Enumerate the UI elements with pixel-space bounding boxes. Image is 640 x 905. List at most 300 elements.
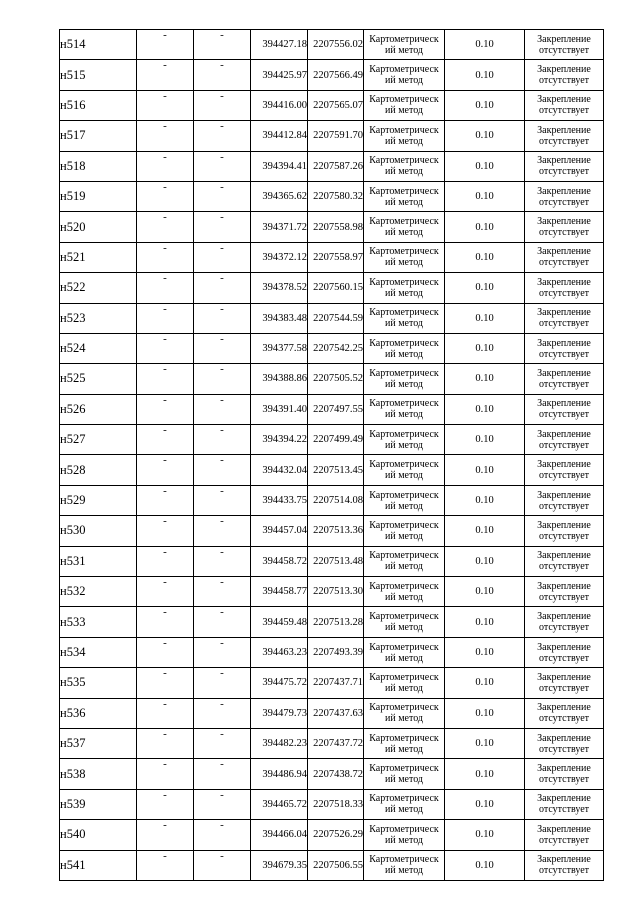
method-cell-line: ий метод (384, 348, 423, 360)
x-coordinate-cell: 394394.41 (251, 151, 308, 181)
y-coordinate-cell: 2207513.36 (308, 516, 364, 546)
fixing-cell (525, 637, 604, 667)
old-y-cell: - (194, 242, 251, 272)
old-y-cell: - (194, 607, 251, 637)
old-x-cell: - (137, 121, 194, 151)
method-cell-line: Картометрическ (369, 763, 439, 775)
point-name-cell: н541 (60, 850, 137, 880)
method-cell-line: Картометрическ (369, 276, 439, 288)
method-cell-line: Картометрическ (369, 854, 439, 866)
fixing-cell-line: отсутствует (538, 622, 590, 634)
fixing-cell-line: Закрепление (537, 307, 591, 319)
old-y-cell: - (194, 90, 251, 120)
point-name-cell: н521 (60, 242, 137, 272)
point-name-cell: н528 (60, 455, 137, 485)
method-cell-line: Картометрическ (369, 550, 439, 562)
accuracy-cell: 0.10 (445, 698, 525, 728)
fixing-cell (525, 242, 604, 272)
method-cell-line: Картометрическ (369, 732, 439, 744)
x-coordinate-cell: 394365.62 (251, 181, 308, 211)
method-cell (364, 212, 445, 242)
old-y-cell: - (194, 364, 251, 394)
old-y-cell: - (194, 728, 251, 758)
y-coordinate-cell: 2207513.30 (308, 577, 364, 607)
point-name-cell: н540 (60, 820, 137, 850)
fixing-cell (525, 698, 604, 728)
accuracy-cell: 0.10 (445, 668, 525, 698)
old-y-cell: - (194, 698, 251, 728)
fixing-cell-line: отсутствует (538, 834, 590, 846)
y-coordinate-cell: 2207437.63 (308, 698, 364, 728)
old-x-cell: - (137, 820, 194, 850)
y-coordinate-cell: 2207526.29 (308, 820, 364, 850)
old-x-cell: - (137, 759, 194, 789)
point-name-cell: н524 (60, 333, 137, 363)
method-cell-line: Картометрическ (369, 155, 439, 167)
x-coordinate-cell: 394432.04 (251, 455, 308, 485)
method-cell (364, 181, 445, 211)
fixing-cell-line: Закрепление (537, 155, 591, 167)
fixing-cell-line: отсутствует (538, 257, 590, 269)
fixing-cell-line: Закрепление (537, 550, 591, 562)
point-name-cell: н534 (60, 637, 137, 667)
fixing-cell-line: Закрепление (537, 793, 591, 805)
method-cell-line: ий метод (384, 135, 423, 147)
x-coordinate-cell: 394427.18 (251, 30, 308, 60)
fixing-cell-line: Закрепление (537, 246, 591, 258)
fixing-cell (525, 485, 604, 515)
method-cell-line: Картометрическ (369, 337, 439, 349)
accuracy-cell: 0.10 (445, 820, 525, 850)
method-cell-line: ий метод (384, 287, 423, 299)
point-name-cell: н532 (60, 577, 137, 607)
method-cell (364, 90, 445, 120)
fixing-cell-line: отсутствует (538, 774, 590, 786)
point-name-cell: н527 (60, 425, 137, 455)
method-cell (364, 485, 445, 515)
point-name-cell: н519 (60, 181, 137, 211)
table-row (60, 516, 604, 546)
table-row (60, 637, 604, 667)
fixing-cell-line: отсутствует (538, 682, 590, 694)
method-cell (364, 668, 445, 698)
x-coordinate-cell: 394457.04 (251, 516, 308, 546)
fixing-cell (525, 607, 604, 637)
x-coordinate-cell: 394459.48 (251, 607, 308, 637)
old-x-cell: - (137, 455, 194, 485)
fixing-cell (525, 212, 604, 242)
fixing-cell-line: отсутствует (538, 75, 590, 87)
accuracy-cell: 0.10 (445, 577, 525, 607)
fixing-cell-line: отсутствует (538, 561, 590, 573)
method-cell-line: ий метод (384, 561, 423, 573)
method-cell-line: Картометрическ (369, 793, 439, 805)
method-cell-line: Картометрическ (369, 823, 439, 835)
accuracy-cell: 0.10 (445, 637, 525, 667)
method-cell-line: ий метод (384, 622, 423, 634)
fixing-cell (525, 273, 604, 303)
fixing-cell-line: Закрепление (537, 337, 591, 349)
table-row (60, 789, 604, 819)
accuracy-cell: 0.10 (445, 607, 525, 637)
point-name-cell: н536 (60, 698, 137, 728)
method-cell (364, 728, 445, 758)
method-cell-line: ий метод (384, 865, 423, 877)
old-y-cell: - (194, 121, 251, 151)
method-cell-line: ий метод (384, 196, 423, 208)
fixing-cell-line: отсутствует (538, 865, 590, 877)
method-cell-line: Картометрическ (369, 489, 439, 501)
method-cell-line: ий метод (384, 44, 423, 56)
y-coordinate-cell: 2207514.08 (308, 485, 364, 515)
fixing-cell-line: Закрепление (537, 611, 591, 623)
accuracy-cell: 0.10 (445, 546, 525, 576)
x-coordinate-cell: 394486.94 (251, 759, 308, 789)
method-cell-line: ий метод (384, 834, 423, 846)
table-row (60, 759, 604, 789)
method-cell-line: ий метод (384, 743, 423, 755)
method-cell-line: Картометрическ (369, 459, 439, 471)
fixing-cell-line: отсутствует (538, 530, 590, 542)
old-x-cell: - (137, 151, 194, 181)
point-name-cell: н517 (60, 121, 137, 151)
x-coordinate-cell: 394465.72 (251, 789, 308, 819)
point-name-cell: н538 (60, 759, 137, 789)
old-y-cell: - (194, 151, 251, 181)
method-cell-line: Картометрическ (369, 580, 439, 592)
accuracy-cell: 0.10 (445, 212, 525, 242)
old-x-cell: - (137, 668, 194, 698)
fixing-cell-line: отсутствует (538, 743, 590, 755)
table-row (60, 698, 604, 728)
table-row (60, 394, 604, 424)
fixing-cell-line: отсутствует (538, 166, 590, 178)
method-cell-line: ий метод (384, 166, 423, 178)
table-row (60, 850, 604, 880)
fixing-cell (525, 425, 604, 455)
old-x-cell: - (137, 485, 194, 515)
method-cell-line: ий метод (384, 500, 423, 512)
fixing-cell (525, 364, 604, 394)
fixing-cell-line: Закрепление (537, 854, 591, 866)
x-coordinate-cell: 394482.23 (251, 728, 308, 758)
fixing-cell (525, 151, 604, 181)
fixing-cell-line: Закрепление (537, 367, 591, 379)
fixing-cell (525, 546, 604, 576)
old-x-cell: - (137, 212, 194, 242)
method-cell-line: ий метод (384, 257, 423, 269)
point-name-cell: н516 (60, 90, 137, 120)
old-y-cell: - (194, 516, 251, 546)
method-cell (364, 637, 445, 667)
accuracy-cell: 0.10 (445, 242, 525, 272)
accuracy-cell: 0.10 (445, 789, 525, 819)
old-y-cell: - (194, 333, 251, 363)
x-coordinate-cell: 394371.72 (251, 212, 308, 242)
point-name-cell: н529 (60, 485, 137, 515)
old-x-cell: - (137, 303, 194, 333)
x-coordinate-cell: 394377.58 (251, 333, 308, 363)
method-cell-line: Картометрическ (369, 33, 439, 45)
accuracy-cell: 0.10 (445, 394, 525, 424)
method-cell-line: Картометрическ (369, 702, 439, 714)
accuracy-cell: 0.10 (445, 759, 525, 789)
method-cell-line: Картометрическ (369, 246, 439, 258)
y-coordinate-cell: 2207513.45 (308, 455, 364, 485)
fixing-cell (525, 394, 604, 424)
old-x-cell: - (137, 30, 194, 60)
table-row (60, 121, 604, 151)
fixing-cell-line: Закрепление (537, 94, 591, 106)
method-cell-line: Картометрическ (369, 64, 439, 76)
point-name-cell: н520 (60, 212, 137, 242)
fixing-cell (525, 516, 604, 546)
point-name-cell: н533 (60, 607, 137, 637)
fixing-cell-line: Закрепление (537, 580, 591, 592)
fixing-cell-line: Закрепление (537, 459, 591, 471)
y-coordinate-cell: 2207493.39 (308, 637, 364, 667)
y-coordinate-cell: 2207560.15 (308, 273, 364, 303)
y-coordinate-cell: 2207558.98 (308, 212, 364, 242)
fixing-cell-line: отсутствует (538, 470, 590, 482)
y-coordinate-cell: 2207518.33 (308, 789, 364, 819)
accuracy-cell: 0.10 (445, 60, 525, 90)
accuracy-cell: 0.10 (445, 333, 525, 363)
x-coordinate-cell: 394463.23 (251, 637, 308, 667)
boundary-points-table (59, 29, 604, 881)
y-coordinate-cell: 2207513.28 (308, 607, 364, 637)
method-cell (364, 425, 445, 455)
method-cell (364, 394, 445, 424)
old-y-cell: - (194, 850, 251, 880)
y-coordinate-cell: 2207505.52 (308, 364, 364, 394)
y-coordinate-cell: 2207565.07 (308, 90, 364, 120)
point-name-cell: н535 (60, 668, 137, 698)
fixing-cell-line: Закрепление (537, 398, 591, 410)
method-cell-line: Картометрическ (369, 611, 439, 623)
fixing-cell-line: Закрепление (537, 641, 591, 653)
old-x-cell: - (137, 425, 194, 455)
y-coordinate-cell: 2207437.71 (308, 668, 364, 698)
old-y-cell: - (194, 546, 251, 576)
x-coordinate-cell: 394394.22 (251, 425, 308, 455)
fixing-cell (525, 577, 604, 607)
old-y-cell: - (194, 303, 251, 333)
x-coordinate-cell: 394372.12 (251, 242, 308, 272)
fixing-cell (525, 60, 604, 90)
accuracy-cell: 0.10 (445, 151, 525, 181)
accuracy-cell: 0.10 (445, 303, 525, 333)
point-name-cell: н518 (60, 151, 137, 181)
table-row (60, 151, 604, 181)
old-x-cell: - (137, 850, 194, 880)
method-cell (364, 546, 445, 576)
x-coordinate-cell: 394458.77 (251, 577, 308, 607)
table-row (60, 90, 604, 120)
point-name-cell: н537 (60, 728, 137, 758)
table-row (60, 425, 604, 455)
method-cell-line: ий метод (384, 378, 423, 390)
old-x-cell: - (137, 728, 194, 758)
method-cell-line: ий метод (384, 105, 423, 117)
old-x-cell: - (137, 90, 194, 120)
table-body (60, 30, 604, 881)
old-y-cell: - (194, 455, 251, 485)
method-cell (364, 303, 445, 333)
fixing-cell-line: отсутствует (538, 196, 590, 208)
method-cell (364, 30, 445, 60)
method-cell (364, 607, 445, 637)
fixing-cell (525, 789, 604, 819)
table-row (60, 577, 604, 607)
table-row (60, 728, 604, 758)
x-coordinate-cell: 394433.75 (251, 485, 308, 515)
method-cell-line: Картометрическ (369, 216, 439, 228)
fixing-cell-line: Закрепление (537, 823, 591, 835)
old-y-cell: - (194, 394, 251, 424)
fixing-cell-line: отсутствует (538, 227, 590, 239)
fixing-cell (525, 728, 604, 758)
fixing-cell (525, 121, 604, 151)
old-x-cell: - (137, 789, 194, 819)
fixing-cell-line: Закрепление (537, 33, 591, 45)
method-cell-line: ий метод (384, 227, 423, 239)
method-cell-line: Картометрическ (369, 185, 439, 197)
table-row (60, 607, 604, 637)
old-x-cell: - (137, 516, 194, 546)
x-coordinate-cell: 394412.84 (251, 121, 308, 151)
method-cell-line: Картометрическ (369, 94, 439, 106)
method-cell (364, 698, 445, 728)
y-coordinate-cell: 2207437.72 (308, 728, 364, 758)
method-cell (364, 333, 445, 363)
method-cell-line: Картометрическ (369, 519, 439, 531)
fixing-cell (525, 820, 604, 850)
y-coordinate-cell: 2207497.55 (308, 394, 364, 424)
method-cell-line: ий метод (384, 318, 423, 330)
old-x-cell: - (137, 394, 194, 424)
fixing-cell (525, 759, 604, 789)
x-coordinate-cell: 394378.52 (251, 273, 308, 303)
y-coordinate-cell: 2207591.70 (308, 121, 364, 151)
method-cell-line: Картометрическ (369, 671, 439, 683)
y-coordinate-cell: 2207544.59 (308, 303, 364, 333)
method-cell (364, 820, 445, 850)
old-x-cell: - (137, 546, 194, 576)
old-x-cell: - (137, 698, 194, 728)
method-cell (364, 516, 445, 546)
method-cell-line: Картометрическ (369, 398, 439, 410)
method-cell-line: ий метод (384, 652, 423, 664)
table-row (60, 820, 604, 850)
fixing-cell-line: Закрепление (537, 489, 591, 501)
method-cell-line: ий метод (384, 409, 423, 421)
method-cell-line: Картометрическ (369, 307, 439, 319)
fixing-cell-line: отсутствует (538, 105, 590, 117)
old-y-cell: - (194, 181, 251, 211)
table-row (60, 455, 604, 485)
old-y-cell: - (194, 820, 251, 850)
point-name-cell: н531 (60, 546, 137, 576)
fixing-cell (525, 30, 604, 60)
method-cell (364, 455, 445, 485)
old-y-cell: - (194, 759, 251, 789)
point-name-cell: н530 (60, 516, 137, 546)
method-cell-line: ий метод (384, 713, 423, 725)
accuracy-cell: 0.10 (445, 90, 525, 120)
y-coordinate-cell: 2207513.48 (308, 546, 364, 576)
method-cell (364, 242, 445, 272)
method-cell (364, 60, 445, 90)
point-name-cell: н526 (60, 394, 137, 424)
x-coordinate-cell: 394391.40 (251, 394, 308, 424)
x-coordinate-cell: 394388.86 (251, 364, 308, 394)
fixing-cell (525, 333, 604, 363)
fixing-cell-line: отсутствует (538, 652, 590, 664)
y-coordinate-cell: 2207566.49 (308, 60, 364, 90)
accuracy-cell: 0.10 (445, 425, 525, 455)
y-coordinate-cell: 2207580.32 (308, 181, 364, 211)
table-row (60, 668, 604, 698)
old-x-cell: - (137, 364, 194, 394)
y-coordinate-cell: 2207587.26 (308, 151, 364, 181)
method-cell-line: ий метод (384, 470, 423, 482)
y-coordinate-cell: 2207438.72 (308, 759, 364, 789)
old-x-cell: - (137, 242, 194, 272)
accuracy-cell: 0.10 (445, 728, 525, 758)
old-x-cell: - (137, 60, 194, 90)
old-x-cell: - (137, 637, 194, 667)
table-row (60, 364, 604, 394)
table-row (60, 485, 604, 515)
method-cell (364, 151, 445, 181)
method-cell (364, 850, 445, 880)
old-y-cell: - (194, 577, 251, 607)
fixing-cell-line: Закрепление (537, 276, 591, 288)
table-row (60, 181, 604, 211)
fixing-cell-line: отсутствует (538, 591, 590, 603)
method-cell-line: ий метод (384, 774, 423, 786)
method-cell-line: Картометрическ (369, 428, 439, 440)
fixing-cell-line: Закрепление (537, 185, 591, 197)
x-coordinate-cell: 394458.72 (251, 546, 308, 576)
fixing-cell-line: Закрепление (537, 64, 591, 76)
x-coordinate-cell: 394466.04 (251, 820, 308, 850)
old-x-cell: - (137, 333, 194, 363)
accuracy-cell: 0.10 (445, 850, 525, 880)
fixing-cell-line: отсутствует (538, 804, 590, 816)
fixing-cell-line: отсутствует (538, 713, 590, 725)
fixing-cell-line: отсутствует (538, 378, 590, 390)
x-coordinate-cell: 394475.72 (251, 668, 308, 698)
x-coordinate-cell: 394416.00 (251, 90, 308, 120)
fixing-cell-line: Закрепление (537, 519, 591, 531)
method-cell-line: ий метод (384, 439, 423, 451)
method-cell-line: Картометрическ (369, 124, 439, 136)
method-cell (364, 759, 445, 789)
fixing-cell-line: отсутствует (538, 348, 590, 360)
method-cell-line: ий метод (384, 75, 423, 87)
accuracy-cell: 0.10 (445, 273, 525, 303)
fixing-cell (525, 90, 604, 120)
accuracy-cell: 0.10 (445, 485, 525, 515)
old-y-cell: - (194, 789, 251, 819)
fixing-cell-line: отсутствует (538, 135, 590, 147)
point-name-cell: н522 (60, 273, 137, 303)
point-name-cell: н525 (60, 364, 137, 394)
accuracy-cell: 0.10 (445, 364, 525, 394)
fixing-cell-line: отсутствует (538, 500, 590, 512)
